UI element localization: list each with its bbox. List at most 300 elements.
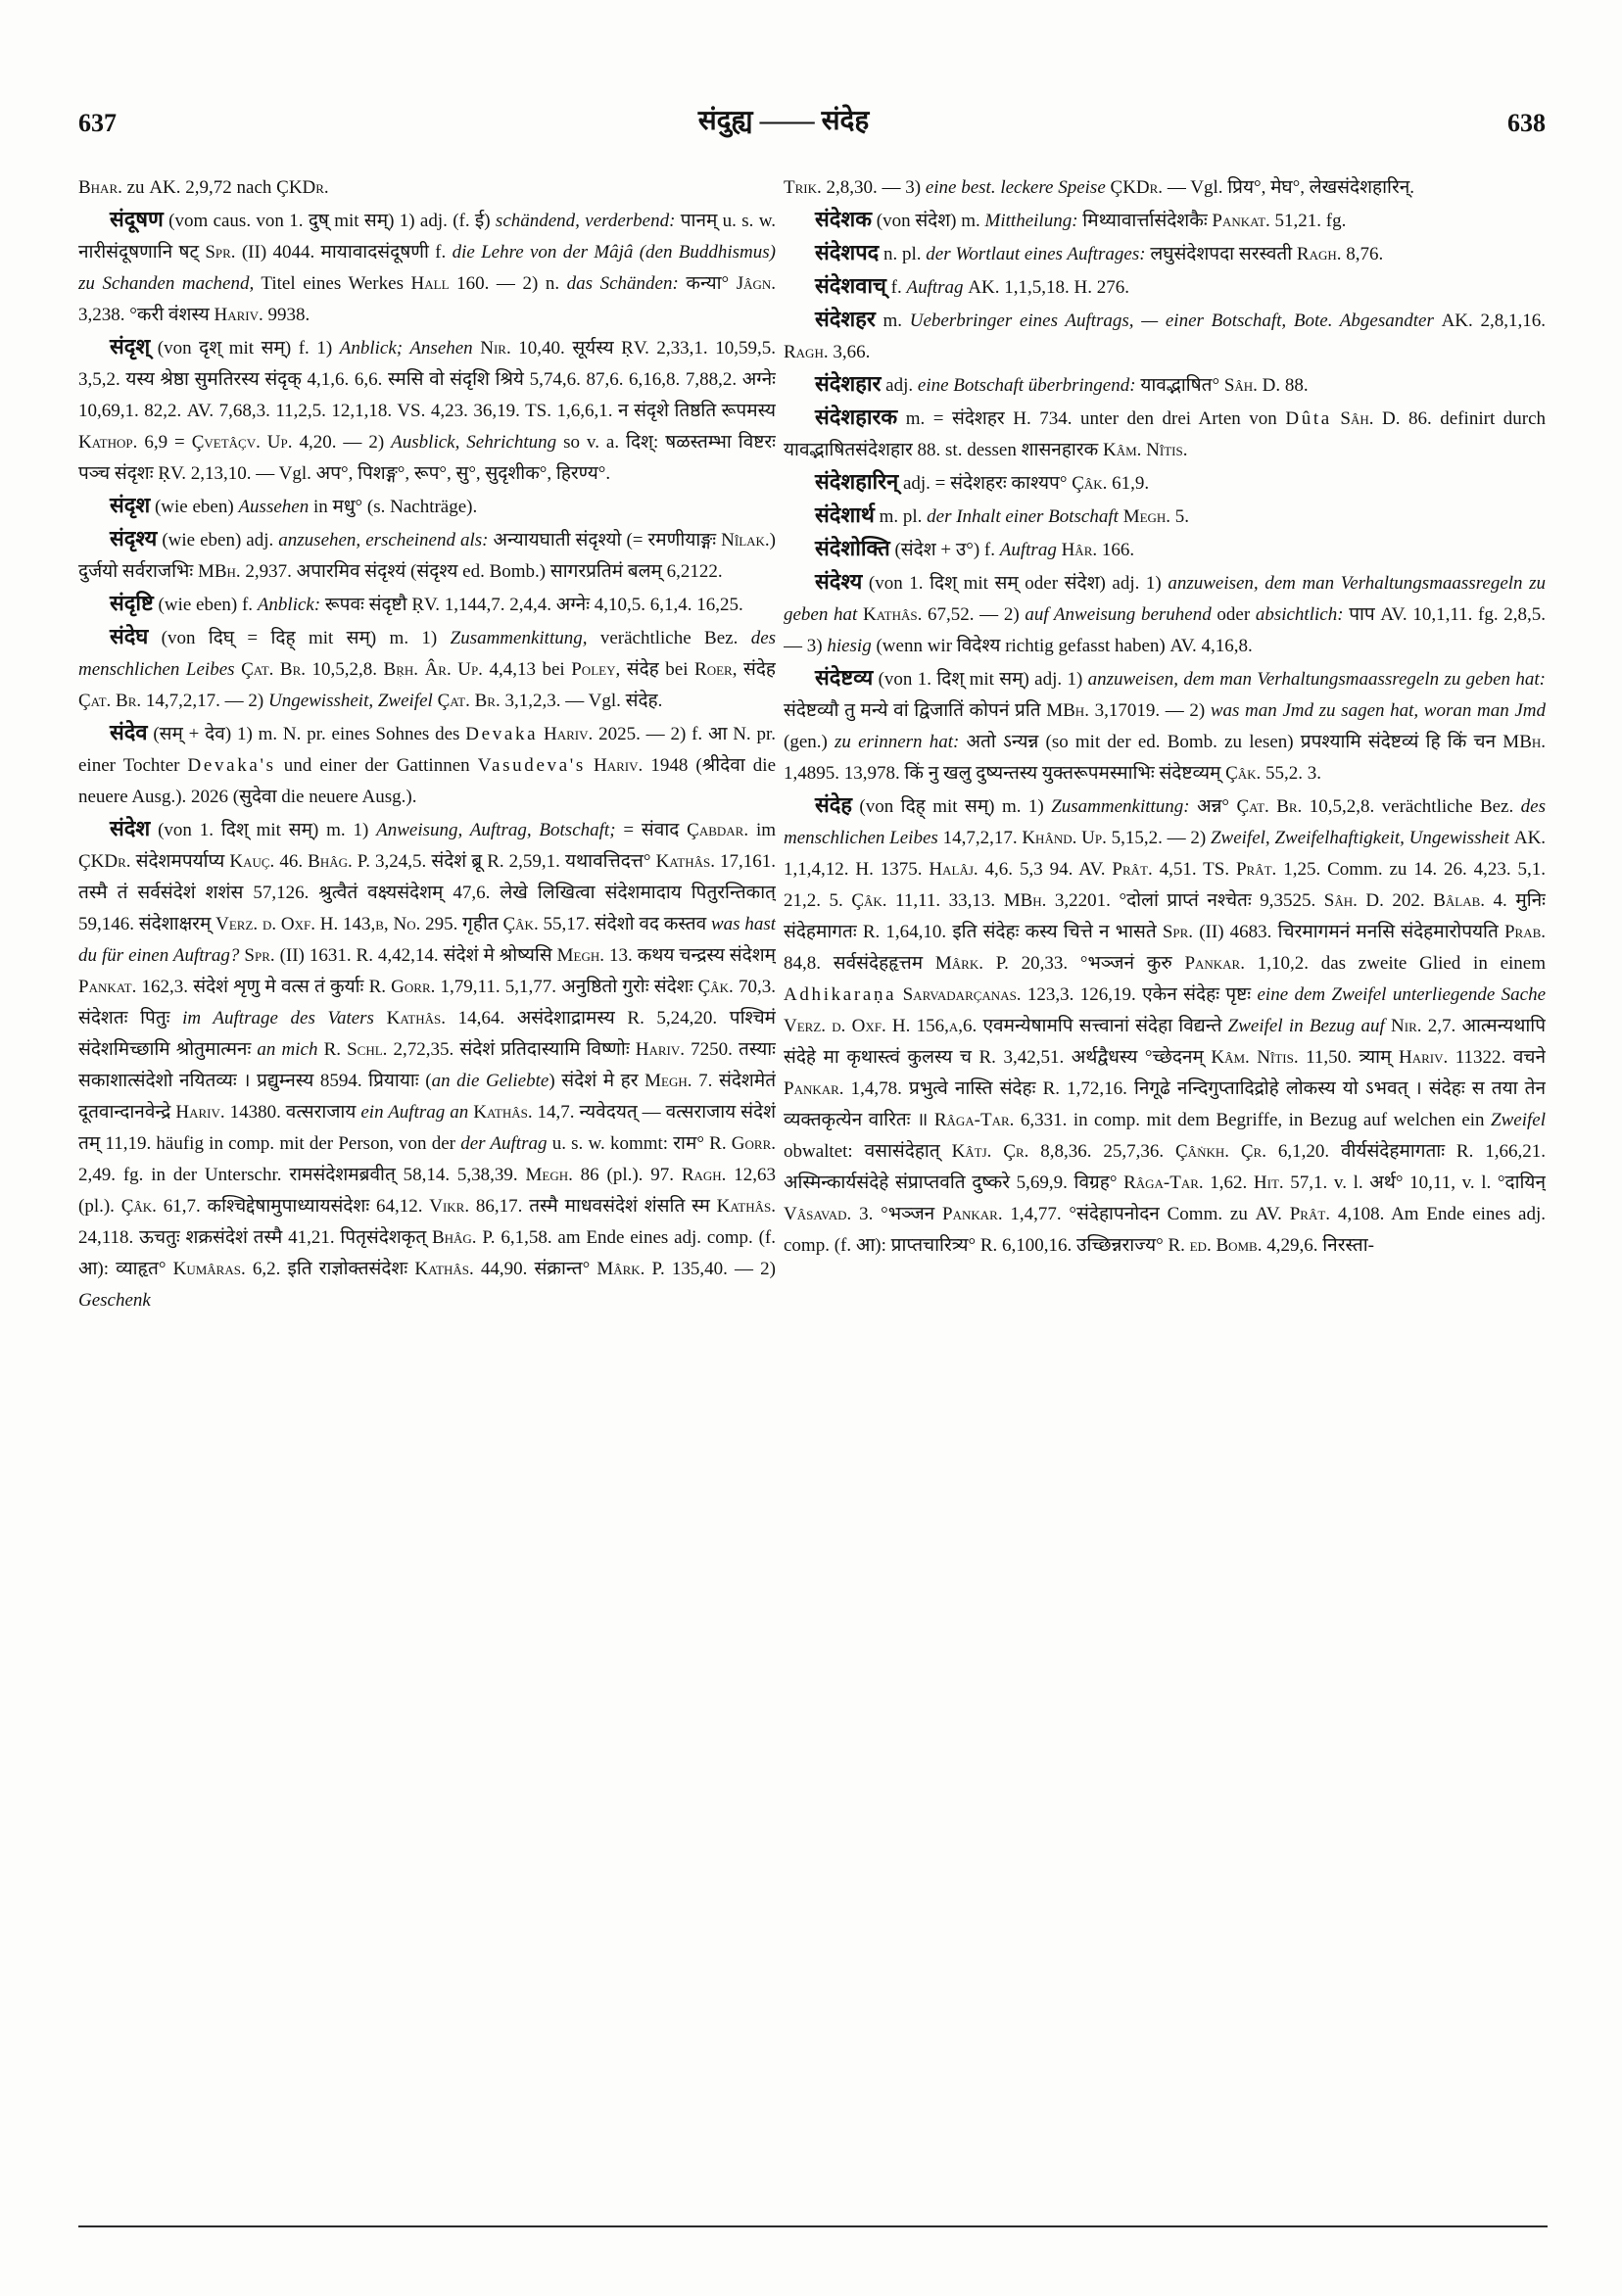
entry-text: (श्रीदेवा die neuere Ausg.). 2026 (सुदेवा die neuere Ausg.). xyxy=(78,755,776,807)
entry-text xyxy=(374,1008,387,1028)
entry-text: verächtliche Bez. xyxy=(587,628,751,648)
german-definition: schändend, verderbend: xyxy=(495,211,676,231)
source-reference: Jâgn. 3,238. xyxy=(78,273,776,325)
entry-text: (wie eben) f. xyxy=(153,595,258,615)
entry-text: संदेशं मे श्रोष्यसि xyxy=(438,945,557,966)
entry-text: — 2) xyxy=(336,432,392,453)
entry-text: (सम् + देव) 1) m. N. pr. eines Sohnes des xyxy=(147,724,466,744)
entry-text: so v. a. दिश्: षळस्तम्भा विष्टरः पञ्च संदृशः xyxy=(78,432,776,484)
entry-text: मुनिः संदेहमागतः xyxy=(784,890,1546,942)
dictionary-entry xyxy=(784,662,1546,789)
source-reference: 4,1,6. 6,6. xyxy=(307,369,383,390)
german-definition: die Lehre von der Mâjâ (den Buddhismus) zu Schanden machend, xyxy=(78,242,776,294)
source-reference: ÇKDr. xyxy=(276,177,329,198)
source-reference: Hariv. 9938. xyxy=(214,305,310,325)
entry-text: Titel eines Werkes xyxy=(254,273,411,294)
headword: संदृष्टि xyxy=(110,592,154,615)
footer-rule xyxy=(78,2225,1548,2227)
entry-text: oder xyxy=(1211,604,1256,625)
entry-text: संदेह xyxy=(737,659,776,680)
entry-text: — 2) xyxy=(219,691,268,711)
entry-text: — 2) f. आ N. pr. einer Tochter xyxy=(78,724,776,776)
entry-text: न्यवेदयत् — वत्सराजाय संदेशं तम् xyxy=(78,1102,776,1154)
source-reference: Bhâg. P. 6,1,58. xyxy=(431,1227,552,1248)
headword: संदूषण xyxy=(110,208,164,231)
source-reference: R. 3,42,51. xyxy=(978,1047,1065,1068)
source-reference: 5,74,6. 87,6. 6,16,8. 7,88,2. xyxy=(529,369,738,390)
entry-text: in मधु° (s. Nachträge). xyxy=(309,497,478,517)
source-reference: Çâk. 61,9. xyxy=(1072,473,1150,494)
entry-text: unter den drei Arten von xyxy=(1072,408,1286,429)
entry-text: das zweite Glied in einem xyxy=(1308,953,1546,974)
german-definition: Zweifel xyxy=(1491,1110,1546,1130)
source-reference: Çâk. 55,2. 3. xyxy=(1225,763,1322,784)
entry-text: °संदेहापनोदन Comm. zu xyxy=(1061,1204,1256,1224)
german-definition: im Auftrage des Vaters xyxy=(182,1008,374,1028)
entry-text: (von दिह् mit सम्) m. 1) xyxy=(851,796,1052,817)
entry-text: (von 1. दिश् mit सम्) adj. 1) xyxy=(873,669,1088,690)
source-reference: R. 1,64,10. xyxy=(862,922,947,942)
entry-text: — 2) xyxy=(1162,828,1211,848)
entry-text: am Ende eines adj. comp. (f. आ): व्याहृत° xyxy=(78,1227,776,1279)
entry-text: bei xyxy=(535,659,572,680)
entry-text: m. pl. xyxy=(874,506,928,527)
headword: संदेष्टव्य xyxy=(815,666,874,690)
entry-text: verächtliche Bez. xyxy=(1374,796,1521,817)
german-definition: der Auftrag xyxy=(460,1133,548,1154)
german-definition: anzuweisen, dem man Verhaltungsmaassregeln zu geben hat xyxy=(784,573,1546,625)
source-reference: Poley, xyxy=(571,659,621,680)
entry-text: zu xyxy=(121,177,150,198)
german-definition: Zweifel in Bezug auf xyxy=(1227,1016,1385,1036)
source-reference: Sâh. D. 88. xyxy=(1223,375,1309,396)
source-reference: Hariv. 2025. xyxy=(544,724,641,744)
entry-text: (संदेश + उ°) f. xyxy=(889,540,1000,560)
entry-text: adj. = संदेशहरः काश्यप° xyxy=(898,473,1073,494)
entry-text: न संदृशे तिष्ठति रूपमस्य xyxy=(612,401,776,421)
german-definition: Zusammenkittung: xyxy=(1051,796,1190,817)
source-reference: R. 1,66,21. xyxy=(1455,1141,1546,1162)
entry-text: निगूढे नन्दिगुप्तादिद्रोहे लोकस्य यो ऽभवत् । संदेहः स तया तेन व्यक्तकृत्येन वारितः ॥ xyxy=(784,1078,1546,1130)
source-reference: Hall 160. xyxy=(410,273,490,294)
german-definition: eine dem Zweifel unterliegende Sache xyxy=(1257,984,1546,1005)
dictionary-entry xyxy=(784,304,1546,368)
spaced-proper-name: Dûta xyxy=(1285,408,1332,429)
source-reference: R. 2,59,1. xyxy=(487,851,560,872)
headword: संदेश xyxy=(110,817,151,840)
dictionary-entry xyxy=(78,621,776,717)
entry-text: = संवाद xyxy=(615,820,688,840)
german-definition: zu erinnern hat: xyxy=(835,732,960,752)
entry-text: आत्मन्यथापि संदेहे मा कृथास्त्वं कुलस्य च xyxy=(784,1016,1546,1068)
dictionary-entry xyxy=(78,172,776,204)
dictionary-entry xyxy=(784,172,1546,204)
source-reference: Hariv. 7250. xyxy=(635,1039,733,1060)
german-definition: absichtlich: xyxy=(1255,604,1344,625)
source-reference: Pankar. 1,4,78. xyxy=(784,1078,902,1099)
german-definition: hiesig xyxy=(827,636,872,656)
german-definition: Geschenk xyxy=(78,1290,151,1311)
source-reference: Kâm. Nîtis. 11,50. xyxy=(1211,1047,1352,1068)
dictionary-entry xyxy=(78,813,776,1316)
source-reference: Râga-Tar. 1,62. Hit. 57,1. xyxy=(1123,1172,1328,1193)
source-reference: AK. 2,8,1,16. Ragh. 3,66. xyxy=(784,311,1546,362)
german-definition: Mittheilung: xyxy=(984,211,1078,231)
source-reference: Kauç. 46. Bhâg. P. 3,24,5. xyxy=(229,851,427,872)
source-reference: Spr. (II) 1631. R. 4,42,14. xyxy=(244,945,439,966)
source-reference: Bhar. xyxy=(78,177,122,198)
headword: संदेशोक्ति xyxy=(815,537,890,560)
dictionary-entry xyxy=(78,204,776,331)
source-reference: 11,19. xyxy=(105,1133,152,1154)
source-reference: Roer, xyxy=(694,659,738,680)
german-definition: Anblick; Ansehen xyxy=(339,338,473,359)
source-reference: Trik. 2,8,30. xyxy=(784,177,878,198)
entry-text: adj. xyxy=(881,375,918,396)
entry-text: definirt durch यावद्भाषितसंदेशहार 88. st. dessen शासनहारक xyxy=(784,408,1546,460)
source-reference: ÇKDr. xyxy=(78,851,131,872)
source-reference: 4,10,5. 6,1,4. 16,25. xyxy=(594,595,743,615)
source-reference: Megh. 13. xyxy=(556,945,633,966)
source-reference: 14,7,2,17. Khând. Up. 5,15,2. xyxy=(942,828,1163,848)
headword: संदेह xyxy=(815,793,852,817)
source-reference: AV. 10,1,11. xyxy=(1380,604,1473,625)
entry-text: अन्यायघाती संदृश्यो (= रमणीयाङ्गः xyxy=(488,530,722,550)
entry-text: m. = संदेशहर xyxy=(897,408,1014,429)
spaced-proper-name: Devaka xyxy=(465,724,539,744)
german-definition: anzuweisen, dem man Verhaltungsmaassregeln zu geben hat: xyxy=(1087,669,1546,690)
dictionary-entry xyxy=(784,566,1546,662)
german-definition: Zusammenkittung, xyxy=(450,628,588,648)
page-number-right: 638 xyxy=(1507,109,1546,137)
source-reference: ṚV. 2,33,1. 10,59,5. 3,5,2. xyxy=(78,338,776,390)
entry-text: — 3) xyxy=(877,177,926,198)
entry-text: (von 1. दिश् mit सम्) m. 1) xyxy=(150,820,377,840)
entry-text: im xyxy=(748,820,776,840)
german-definition: Auftrag xyxy=(999,540,1057,560)
entry-text: obwaltet: वसासंदेहात् xyxy=(784,1141,952,1162)
source-reference: ÇKDr. xyxy=(1110,177,1164,198)
source-reference: 2,8,5. xyxy=(1503,604,1546,625)
entry-text: अन्न° xyxy=(1189,796,1237,817)
source-reference: AK. 2,9,72 xyxy=(149,177,232,198)
entry-text: (wenn wir विदेश्य richtig gefasst haben) xyxy=(871,636,1170,656)
entry-text: प्रियायाः ( xyxy=(361,1071,432,1091)
headword: संदेशार्थ xyxy=(815,503,875,527)
entry-text: स्मसि वो संदृशि श्रिये xyxy=(382,369,530,390)
entry-text: संदेशमपर्याप्य xyxy=(130,851,230,872)
entry-text: (wie eben) adj. xyxy=(157,530,279,550)
german-definition: anzusehen, erscheinend als: xyxy=(278,530,489,550)
source-reference: Pankar. 1,4,77. xyxy=(942,1204,1062,1224)
entry-text: पानम् u. s. w. नारीसंदूषणानि षट् xyxy=(78,211,776,263)
source-reference: Çâk. 70,3. xyxy=(697,977,776,997)
entry-text: अग्नेः xyxy=(551,595,595,615)
headword: संदेशहर xyxy=(815,308,876,331)
source-reference: R. Schl. 2,72,35. xyxy=(323,1039,454,1060)
entry-text: ऊचतुः शक्रसंदेशं तस्मै xyxy=(133,1227,289,1248)
entry-text: संक्रान्त° xyxy=(527,1259,597,1279)
source-reference: Prab. 84,8. xyxy=(784,922,1546,974)
entry-text: v. l. अर्थ° xyxy=(1327,1172,1410,1193)
entry-text: ) दुर्जयो सर्वराजभिः xyxy=(78,530,776,582)
source-reference: 59,146. xyxy=(78,914,134,934)
german-definition: des menschlichen Leibes xyxy=(784,796,1546,848)
source-reference: 41,21. xyxy=(288,1227,335,1248)
source-reference: 10,11, xyxy=(1409,1172,1455,1193)
german-definition: Ueberbringer eines Auftrags, — einer Botschaft, Bote. Abgesandter xyxy=(909,311,1434,331)
entry-text: संदेशं प्रतिदास्यामि विष्णोः xyxy=(453,1039,636,1060)
entry-text: वचने xyxy=(1505,1047,1546,1068)
entry-text: श्रुत्वैतं वक्ष्यसंदेशम् xyxy=(309,883,453,903)
entry-text: संदेशाक्षरम् xyxy=(134,914,216,934)
entry-text: चिरमागमनं मनसि संदेहमारोपयति xyxy=(1271,922,1504,942)
entry-text: संदेशं शृणु मे वत्स तं कुर्याः xyxy=(188,977,369,997)
entry-text: Comm. zu xyxy=(1320,859,1414,880)
page-number-left: 637 xyxy=(78,109,117,137)
source-reference: 97. Ragh. 12,63 xyxy=(650,1165,776,1185)
dictionary-entry xyxy=(784,237,1546,270)
german-definition: Aussehen xyxy=(238,497,310,517)
entry-text: — 3) xyxy=(784,636,828,656)
entry-text: (von संदेश) m. xyxy=(872,211,985,231)
source-reference: Kathâs. 14,64. xyxy=(386,1008,505,1028)
spaced-proper-name: Devaka's xyxy=(187,755,276,776)
source-reference: Çâk. 61,7. xyxy=(120,1196,201,1217)
source-reference: R. ed. Bomb. 4,29,6. xyxy=(1168,1235,1318,1256)
headword: संदेश्य xyxy=(815,570,863,594)
source-reference: Çat. Br. 10,5,2,8. xyxy=(1236,796,1375,817)
german-definition: Anblick: xyxy=(257,595,321,615)
entry-text: in comp. mit dem Begriffe, in Bezug auf welchen ein xyxy=(1067,1110,1492,1130)
entry-text: f. xyxy=(885,277,907,298)
source-reference: Kathâs. 67,52. xyxy=(862,604,975,625)
source-reference: Megh. 7. xyxy=(644,1071,713,1091)
source-reference: R. 1,72,16. xyxy=(1042,1078,1127,1099)
source-reference: Kâtj. Çr. 8,8,36. 25,7,36. Çâṅkh. Çr. 6,1,20. xyxy=(951,1141,1330,1162)
entry-text: u. s. w. kommt: राम° xyxy=(547,1133,710,1154)
source-reference: Kathâs. 24,118. xyxy=(78,1196,776,1248)
source-reference: Hariv. 1948 xyxy=(594,755,689,776)
entry-text: °भञ्जन xyxy=(873,1204,943,1224)
source-reference: Verz. d. Oxf. H. 156,a,6. xyxy=(784,1016,978,1036)
entry-text xyxy=(1434,311,1442,331)
entry-text: गृहीत xyxy=(457,914,503,934)
entry-text: nach xyxy=(231,177,277,198)
entry-text: त्र्याम् xyxy=(1351,1047,1399,1068)
source-reference: 47,6. xyxy=(453,883,491,903)
source-reference: Pankat. 162,3. xyxy=(78,977,189,997)
source-reference: Nir. 10,40. xyxy=(480,338,565,359)
headword: संदृश् xyxy=(110,335,151,359)
source-reference: 9,3525. Sâh. D. 202. Bâlab. 4. xyxy=(1260,890,1507,911)
entry-text: — 2) xyxy=(1160,700,1211,721)
german-definition: Zweifel, Zweifelhaftigkeit, Ungewissheit xyxy=(1210,828,1510,848)
entry-text: °करी वंशस्य xyxy=(124,305,215,325)
source-reference: Kathâs. 14,7. xyxy=(473,1102,575,1123)
entry-text: ) संदेशं मे हर xyxy=(549,1071,645,1091)
german-definition: an mich xyxy=(257,1039,318,1060)
entry-text: अग्नेः xyxy=(737,369,776,390)
entry-text: n. pl. xyxy=(879,244,927,264)
entry-text: यावद्भाषित° xyxy=(1135,375,1224,396)
german-definition: auf Anweisung beruhend xyxy=(1025,604,1212,625)
entry-text: (pl.). xyxy=(78,1196,121,1217)
source-reference: ṚV. 2,13,10. xyxy=(158,463,252,484)
entry-text: कश्चिद्देषामुपाध्यायसंदेशः xyxy=(200,1196,376,1217)
dictionary-entry xyxy=(784,204,1546,237)
source-reference: ṚV. 1,144,7. 2,4,4. xyxy=(411,595,552,615)
entry-text: — 2) n. xyxy=(489,273,567,294)
dictionary-entry xyxy=(784,789,1546,1262)
entry-text: अतो ऽन्यन्न (so mit der ed. Bomb. zu lesen) प्रपश्यामि संदेष्टव्यं हि किं चन xyxy=(959,732,1503,752)
source-reference: Çat. Br. 3,1,2,3. xyxy=(437,691,561,711)
german-definition: des menschlichen Leibes xyxy=(78,628,776,680)
entry-text: °भञ्जनं कुरु xyxy=(1068,953,1185,974)
entry-text: मिथ्यावार्त्तासंदेशकैः xyxy=(1077,211,1213,231)
source-reference: Nîlak. xyxy=(721,530,770,550)
entry-text: किं नु खलु दुष्यन्तस्य युक्तरूपमस्माभिः संदेष्टव्यम् xyxy=(899,763,1226,784)
entry-text: निरस्ता- xyxy=(1317,1235,1374,1256)
german-definition: was hast du für einen Auftrag? xyxy=(78,914,776,966)
german-definition: eine Botschaft überbringend: xyxy=(917,375,1136,396)
source-reference: Kathop. 6,9 = Çvetâçv. Up. 4,20. xyxy=(78,432,337,453)
dictionary-entry xyxy=(784,402,1546,466)
entry-text: तस्याः सकाशात्संदेशो नयितव्यः । प्रद्युम्नस्य xyxy=(78,1039,776,1091)
source-reference: 14. 26. 4,23. 5,1. 21,2. 5. Çâk. 11,11. 33,13. MBh. 3,2201. xyxy=(784,859,1546,911)
source-reference: Çat. Br. 10,5,2,8. Bṛh. Âr. Up. 4,4,13 xyxy=(241,659,536,680)
right-column xyxy=(784,172,1546,2210)
entry-text: — Vgl. अप°, पिशङ्ग°, रूप°, सु°, सुदृशीक°, हिरण्य°. xyxy=(251,463,611,484)
source-reference: MBh. 1,4895. 13,978. xyxy=(784,732,1546,784)
entry-text: कन्या° xyxy=(678,273,737,294)
entry-text: लघुसंदेशपदा सरस्वती xyxy=(1145,244,1297,264)
source-reference: 8594. xyxy=(319,1071,362,1091)
entry-text: एवमन्येषामपि सत्त्वानां संदेहा विद्यन्ते xyxy=(977,1016,1228,1036)
entry-text: (von 1. दिश् mit सम् oder संदेश) adj. 1) xyxy=(862,573,1169,594)
entry-text: रूपवः संदृष्टौ xyxy=(320,595,412,615)
source-reference: Kathâs. 17,161. xyxy=(655,851,776,872)
headword: संदेघ xyxy=(110,625,149,648)
entry-text: (gen.) xyxy=(784,732,835,752)
entry-text: यथावत्तिदत्त° xyxy=(559,851,656,872)
entry-text: संदेशं ब्रू xyxy=(426,851,488,872)
entry-text: — 2) xyxy=(974,604,1026,625)
entry-text: fg. xyxy=(1472,604,1504,625)
source-reference: AK. 1,1,5,18. H. 276. xyxy=(968,277,1129,298)
source-reference: Râga-Tar. 6,331. xyxy=(933,1110,1068,1130)
source-reference: Sarvadarçanas. 123,3. 126,19. xyxy=(902,984,1136,1005)
headword: संदेशपद xyxy=(815,241,880,264)
source-reference: Çat. Br. 14,7,2,17. xyxy=(78,691,220,711)
headword: संदेव xyxy=(110,721,148,744)
headword: संदृश xyxy=(110,494,151,517)
source-reference: Kâm. Nîtis. xyxy=(1102,440,1188,460)
running-header-title: संदुह्य —— संदेह xyxy=(697,106,870,136)
entry-text: °दोलां प्राप्तं नश्चेतः xyxy=(1110,890,1261,911)
entry-text: m. xyxy=(875,311,910,331)
entry-text: अनुष्ठितो गुरोः संदेशः xyxy=(556,977,698,997)
dictionary-entry xyxy=(784,368,1546,402)
entry-text: पितृसंदेशकृत् xyxy=(334,1227,432,1248)
source-reference: Hariv. 11322. xyxy=(1398,1047,1506,1068)
headword: संदेशहारक xyxy=(815,406,898,429)
entry-text: अर्थद्वैधस्य °च्छेदनम् xyxy=(1064,1047,1212,1068)
source-reference: Pankar. 1,10,2. xyxy=(1184,953,1309,974)
source-reference: R. 5,24,20. xyxy=(627,1008,718,1028)
source-reference: Pankat. 51,21. xyxy=(1212,211,1322,231)
source-reference: Çabdar. xyxy=(687,820,749,840)
source-reference: MBh. 3,17019. xyxy=(1046,700,1161,721)
dictionary-entry xyxy=(78,588,776,621)
source-reference: AK. 1,1,4,12. H. 1375. Halâj. 4,6. 5,3 94. AV. Prât. 4,51. TS. Prât. 1,25. xyxy=(784,828,1546,880)
entry-text: सर्वसंदेहहृत्तम xyxy=(821,953,935,974)
dictionary-entry xyxy=(78,523,776,588)
spaced-proper-name: Adhikaraṇa xyxy=(784,984,897,1005)
dictionary-entry xyxy=(78,717,776,813)
source-reference: Mârk. P. 20,33. xyxy=(934,953,1069,974)
entry-text: संदेशमेतं दूतवान्दानवेन्द्रे xyxy=(78,1071,776,1123)
entry-text: संदेशतः पितुः xyxy=(78,1008,183,1028)
german-definition: Anweisung, Auftrag, Botschaft; xyxy=(376,820,616,840)
entry-text: (pl.). xyxy=(598,1165,651,1185)
entry-text: — 2) xyxy=(727,1259,776,1279)
source-reference: Vâsavad. 3. xyxy=(784,1204,874,1224)
entry-text: v. l. °दायिन् xyxy=(1455,1172,1546,1193)
entry-text: वत्सराजाय xyxy=(280,1102,361,1123)
entry-text: कथय चन्द्रस्य संदेशम् xyxy=(632,945,776,966)
entry-text: इति राज्ञोक्तसंदेशः xyxy=(280,1259,415,1279)
entry-text: संदेष्टव्यौ तु मन्ये वां द्विजातिं कोपनं प्रति xyxy=(784,700,1047,721)
source-reference: Nir. 2,7. xyxy=(1391,1016,1456,1036)
source-reference: Megh. 5. xyxy=(1122,506,1190,527)
entry-text: प्रभुत्वे नास्ति संदेहः xyxy=(901,1078,1043,1099)
entry-text: und einer der Gattinnen xyxy=(275,755,478,776)
entry-text: अस्मिन्कार्यसंदेहे संप्राप्तवति दुष्करे xyxy=(784,1172,1017,1193)
source-reference: MBh. 2,937. xyxy=(197,561,292,582)
source-reference: Çâk. 55,17. xyxy=(502,914,590,934)
dictionary-entry xyxy=(784,500,1546,533)
dictionary-entry xyxy=(784,270,1546,304)
spaced-proper-name: Vasudeva's xyxy=(477,755,586,776)
entry-text: एकेन संदेहः पृष्टः xyxy=(1135,984,1258,1005)
entry-text: इति संदेहः कस्य चित्ते न भासते xyxy=(946,922,1163,942)
source-reference: Hâr. 166. xyxy=(1061,540,1135,560)
source-reference: Mârk. P. 135,40. xyxy=(596,1259,728,1279)
headword: संदेशवाच् xyxy=(815,274,886,298)
source-reference: Verz. d. Oxf. H. 143,b, No. 295. xyxy=(215,914,458,934)
entry-text: fg. in der Unterschr. रामसंदेशमब्रवीत् xyxy=(116,1165,404,1185)
source-reference: AV. 4,16,8. xyxy=(1169,636,1253,656)
dictionary-entry xyxy=(78,331,776,490)
source-reference: AV. Prât. 4,108. xyxy=(1255,1204,1385,1224)
german-definition: Ausblick, Sehrichtung xyxy=(391,432,557,453)
german-definition: ein Auftrag an xyxy=(360,1102,469,1123)
german-definition: der Wortlaut eines Auftrages: xyxy=(926,244,1146,264)
entry-text: (wie eben) xyxy=(150,497,239,517)
entry-text: तस्मै तं सर्वसंदेशं शशंस xyxy=(78,883,254,903)
entry-text: मायावादसंदूषणी f. xyxy=(314,242,453,263)
source-reference: Sâh. D. 86. xyxy=(1340,408,1432,429)
german-definition: Auftrag xyxy=(906,277,964,298)
german-definition: an die Geliebte xyxy=(431,1071,549,1091)
source-reference: 58,14. 5,38,39. Megh. 86 xyxy=(403,1165,599,1185)
entry-text: अपारमिव संदृश्यं (संदृश्य ed. Bomb.) सागरप्रतिमं बलम् xyxy=(291,561,667,582)
headword: संदृश्य xyxy=(110,527,158,550)
source-reference: Kumâras. 6,2. xyxy=(172,1259,281,1279)
entry-text: संदेह bei xyxy=(620,659,695,680)
entry-text: häufig in comp. mit der Person, von der xyxy=(151,1133,461,1154)
